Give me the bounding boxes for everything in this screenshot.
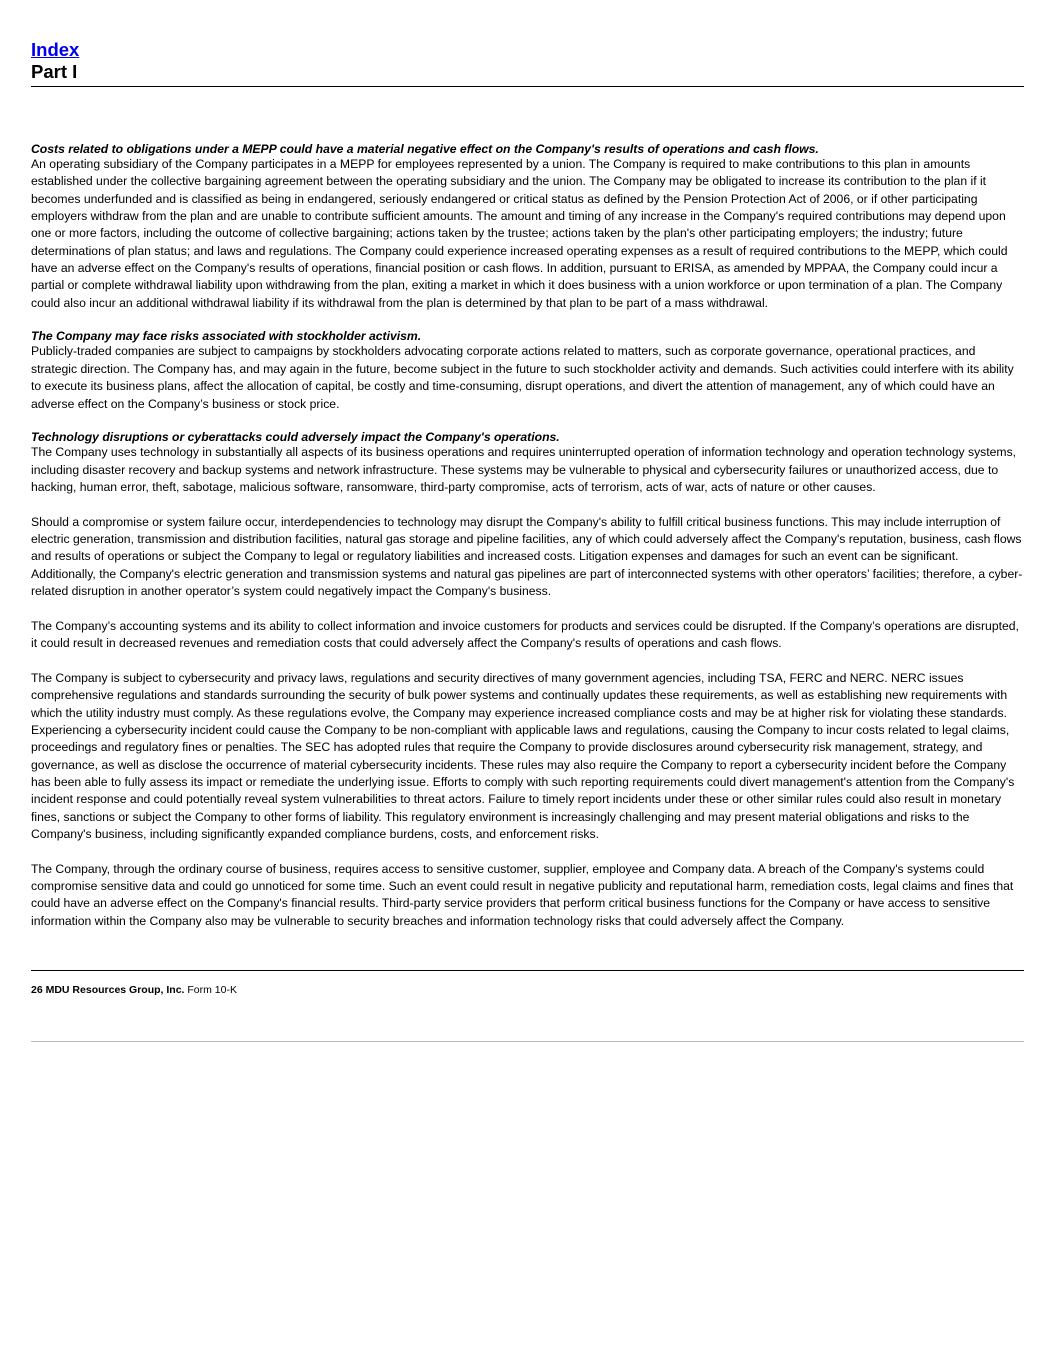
paragraph: An operating subsidiary of the Company participates in a MEPP for employees represented by a union. The Company is required to make contributions to this plan in amounts established under the collective bargaining agreement between the operating subsidiary and the union. The Company may be obligated to increase its contribution to the plan if it becomes underfunded and is classified as being in endangered, seriously endangered or critical status as defined by the Pension Protection Act of 2006, or if other participating employers withdraw from the plan and are unable to contribute sufficient amounts. The amount and timing of any increase in the Company's required contributions may depend upon one or more factors, including the outcome of collective bargaining; actions taken by the trustee; actions taken by the plan's other participating employers; the industry; future determinations of plan status; and laws and regulations. The Company could experience increased operating expenses as a result of required contributions to the MEPP, which could have an adverse effect on the Company's results of operations, financial position or cash flows. In addition, pursuant to ERISA, as amended by MPPAA, the Company could incur a partial or complete withdrawal liability upon withdrawing from the plan, exiting a market in which it does business with a union workforce or upon termination of a plan. The Company could also incur an additional withdrawal liability if its withdrawal from the plan is determined by that plan to be part of a mass withdrawal. [31, 157, 1008, 310]
footer-page-company: 26 MDU Resources Group, Inc. [31, 984, 185, 996]
section-heading: Costs related to obligations under a MEPP could have a material negative effect on the Company's results of operations and cash flows. [31, 142, 819, 156]
part-title: Part I [31, 61, 78, 82]
footer-form: Form 10-K [187, 984, 237, 996]
paragraph: The Company is subject to cybersecurity and privacy laws, regulations and security directives of many government agencies, including TSA, FERC and NERC. NERC issues comprehensive regulations and standards surrounding the security of bulk power systems and continually updates these requirements, as well as establishing new requirements with which the utility industry must comply. As these regulations evolve, the Company may experience increased compliance costs and may be at higher risk for violating these standards. Experiencing a cybersecurity incident could cause the Company to be non-compliant with applicable laws and regulations, causing the Company to incur costs related to legal claims, proceedings and regulatory fines or penalties. The SEC has adopted rules that require the Company to provide disclosures around cybersecurity risk management, strategy, and governance, as well as disclose the occurrence of material cybersecurity incidents. These rules may also require the Company to report a cybersecurity incident before the Company has been able to fully assess its impact or remediate the underlying issue. Efforts to comply with such reporting requirements could divert management's attention from the Company's incident response and could potentially reveal system vulnerabilities to threat actors. Failure to timely report incidents under these or other similar rules could also result in monetary fines, sanctions or subject the Company to other forms of liability. This regulatory environment is increasingly challenging and may present material obligations and risks to the Company's business, including significantly expanded compliance burdens, costs, and enforcement risks. [31, 670, 1015, 841]
section-cyberattacks [31, 430, 1024, 930]
risk-factors-content [31, 142, 1024, 947]
page-break-divider [31, 1041, 1024, 1042]
section-mepp [31, 142, 1024, 312]
paragraph: Publicly-traded companies are subject to campaigns by stockholders advocating corporate actions related to matters, such as corporate governance, operational practices, and strategic direction. The Company has, and may again in the future, become subject in the future to such stockholder activity and demands. Such activities could interfere with its ability to execute its business plans, affect the allocation of capital, be costly and time-consuming, disrupt operations, and divert the attention of management, any of which could have an adverse effect on the Company’s business or stock price. [31, 344, 1014, 411]
paragraph: The Company uses technology in substantially all aspects of its business operations and requires uninterrupted operation of information technology and operation technology systems, including disaster recovery and backup systems and network infrastructure. These systems may be vulnerable to physical and cybersecurity failures or unauthorized access, due to hacking, human error, theft, sabotage, malicious software, ransomware, third-party compromise, acts of terrorism, acts of war, acts of nature or other causes. [31, 445, 1017, 494]
paragraph: Should a compromise or system failure occur, interdependencies to technology may disrupt the Company's ability to fulfill critical business functions. This may include interruption of electric generation, transmission and distribution facilities, natural gas storage and pipeline facilities, any of which could adversely affect the Company's reputation, business, cash flows and results of operations or subject the Company to legal or regulatory liabilities and increased costs. Litigation expenses and damages for such an event can be significant. Additionally, the Company's electric generation and transmission systems and natural gas pipelines are part of interconnected systems with other operators’ facilities; therefore, a cyber-related disruption in another operator’s system could negatively impact the Company's business. [31, 514, 1023, 599]
header-divider [31, 86, 1024, 87]
footer-divider [31, 970, 1024, 971]
paragraph: The Company’s accounting systems and its ability to collect information and invoice customers for products and services could be disrupted. If the Company’s operations are disrupted, it could result in decreased revenues and remediation costs that could adversely affect the Company's results of operations and cash flows. [31, 618, 1019, 651]
section-stockholder-activism [31, 329, 1024, 412]
section-heading: The Company may face risks associated with stockholder activism. [31, 329, 422, 344]
index-link[interactable]: Index [31, 39, 80, 60]
page-footer [31, 983, 237, 997]
paragraph: The Company, through the ordinary course of business, requires access to sensitive customer, supplier, employee and Company data. A breach of the Company's systems could compromise sensitive data and could go unnoticed for some time. Such an event could result in negative publicity and reputational harm, remediation costs, legal claims and fines that could have an adverse effect on the Company's financial results. Third-party service providers that perform critical business functions for the Company or have access to sensitive information within the Company also may be vulnerable to security breaches and information technology risks that could adversely affect the Company. [31, 861, 1014, 928]
section-heading: Technology disruptions or cyberattacks could adversely impact the Company's operations. [31, 430, 560, 445]
